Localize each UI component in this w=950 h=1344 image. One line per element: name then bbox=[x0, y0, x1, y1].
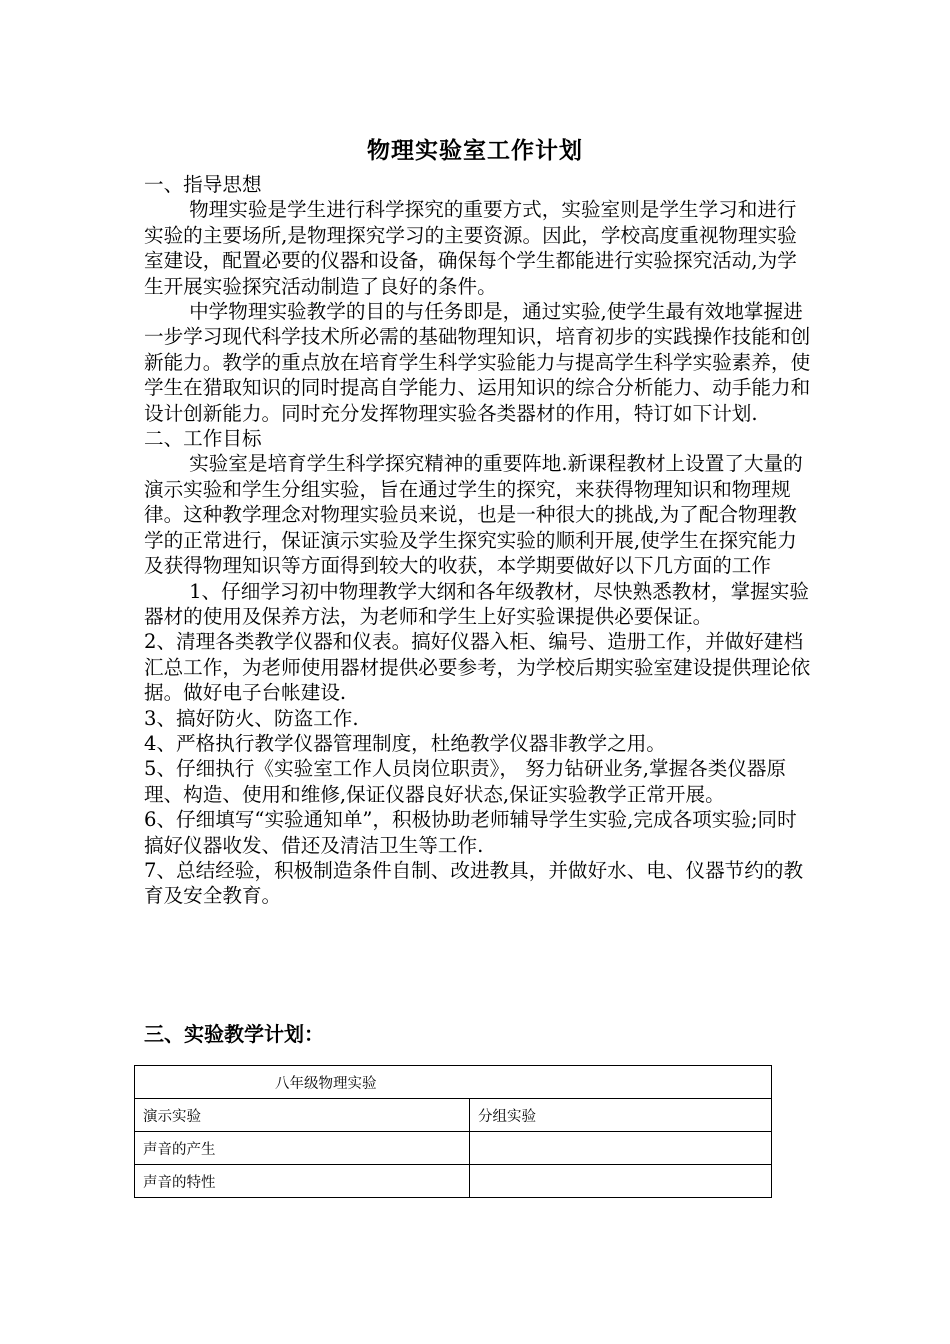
table-caption-row bbox=[135, 1066, 772, 1099]
table-row bbox=[135, 1132, 772, 1165]
table-cell bbox=[470, 1165, 772, 1198]
header-demo-experiment: 演示实验 bbox=[135, 1099, 470, 1132]
work-item-5: 5、仔细执行《实验室工作人员岗位职责》， 努力钻研业务,掌握各类仪器原理、构造、使用和维修,保证仪器良好状态,保证实验教学正常开展。 bbox=[144, 757, 787, 806]
table-header-row bbox=[135, 1099, 772, 1132]
section1-heading: 一、指导思想 bbox=[144, 173, 262, 196]
section2-paragraph-1: 实验室是培育学生科学探究精神的重要阵地.新课程教材上设置了大量的演示实验和学生分组实验，旨在通过学生的探究，来获得物理知识和物理规律。这种教学理念对物理实验员来说，也是一种很大的挑战,为了配合物理教学的正常进行，保证演示实验及学生探究实验的顺利开展,使学生在探究能力及获得物理知识等方面得到较大的收获，本学期要做好以下几方面的工作 bbox=[144, 452, 803, 578]
work-item-4: 4、严格执行教学仪器管理制度，杜绝教学仪器非教学之用。 bbox=[144, 731, 666, 755]
work-item-2: 2、清理各类教学仪器和仪表。搞好仪器入柜、编号、造册工作，并做好建档汇总工作，为老师使用器材提供必要参考，为学校后期实验室建设提供理论依据。做好电子台帐建设. bbox=[144, 630, 811, 705]
section1-paragraph-2: 中学物理实验教学的目的与任务即是，通过实验,使学生最有效地掌握进一步学习现代科学技术所必需的基础物理知识，培育初步的实践操作技能和创新能力。教学的重点放在培育学生科学实验能力与提高学生科学实验素养，使学生在猎取知识的同时提高自学能力、运用知识的综合分析能力、动手能力和设计创新能力。同时充分发挥物理实验各类器材的作用，特订如下计划. bbox=[144, 300, 811, 425]
table-cell: 声音的产生 bbox=[135, 1132, 470, 1165]
table-caption: 八年级物理实验 bbox=[135, 1066, 772, 1099]
document-body bbox=[144, 172, 814, 909]
header-group-experiment: 分组实验 bbox=[470, 1099, 772, 1132]
table-cell bbox=[470, 1132, 772, 1165]
experiment-plan-table bbox=[134, 1065, 772, 1198]
work-item-6: 6、仔细填写“实验通知单”，积极协助老师辅导学生实验,完成各项实验;同时搞好仪器收发、借还及清洁卫生等工作. bbox=[144, 808, 797, 857]
table-row bbox=[135, 1165, 772, 1198]
document-title: 物理实验室工作计划 bbox=[367, 138, 583, 164]
work-item-3: 3、搞好防火、防盗工作. bbox=[144, 706, 359, 730]
work-item-7: 7、总结经验，积极制造条件自制、改进教具，并做好水、电、仪器节约的教育及安全教育。 bbox=[144, 858, 804, 908]
section1-paragraph-1: 物理实验是学生进行科学探究的重要方式，实验室则是学生学习和进行实验的主要场所,是物理探究学习的主要资源。因此，学校高度重视物理实验室建设，配置必要的仪器和设备，确保每个学生都能进行实验探究活动,为学生开展实验探究活动制造了良好的条件。 bbox=[144, 198, 797, 298]
work-item-1: 1、仔细学习初中物理教学大纲和各年级教材，尽快熟悉教材，掌握实验器材的使用及保养方法，为老师和学生上好实验课提供必要保证。 bbox=[144, 579, 809, 628]
section2-heading: 二、工作目标 bbox=[144, 427, 262, 451]
table-cell: 声音的特性 bbox=[135, 1165, 470, 1198]
section3-heading: 三、实验教学计划： bbox=[144, 1022, 324, 1046]
